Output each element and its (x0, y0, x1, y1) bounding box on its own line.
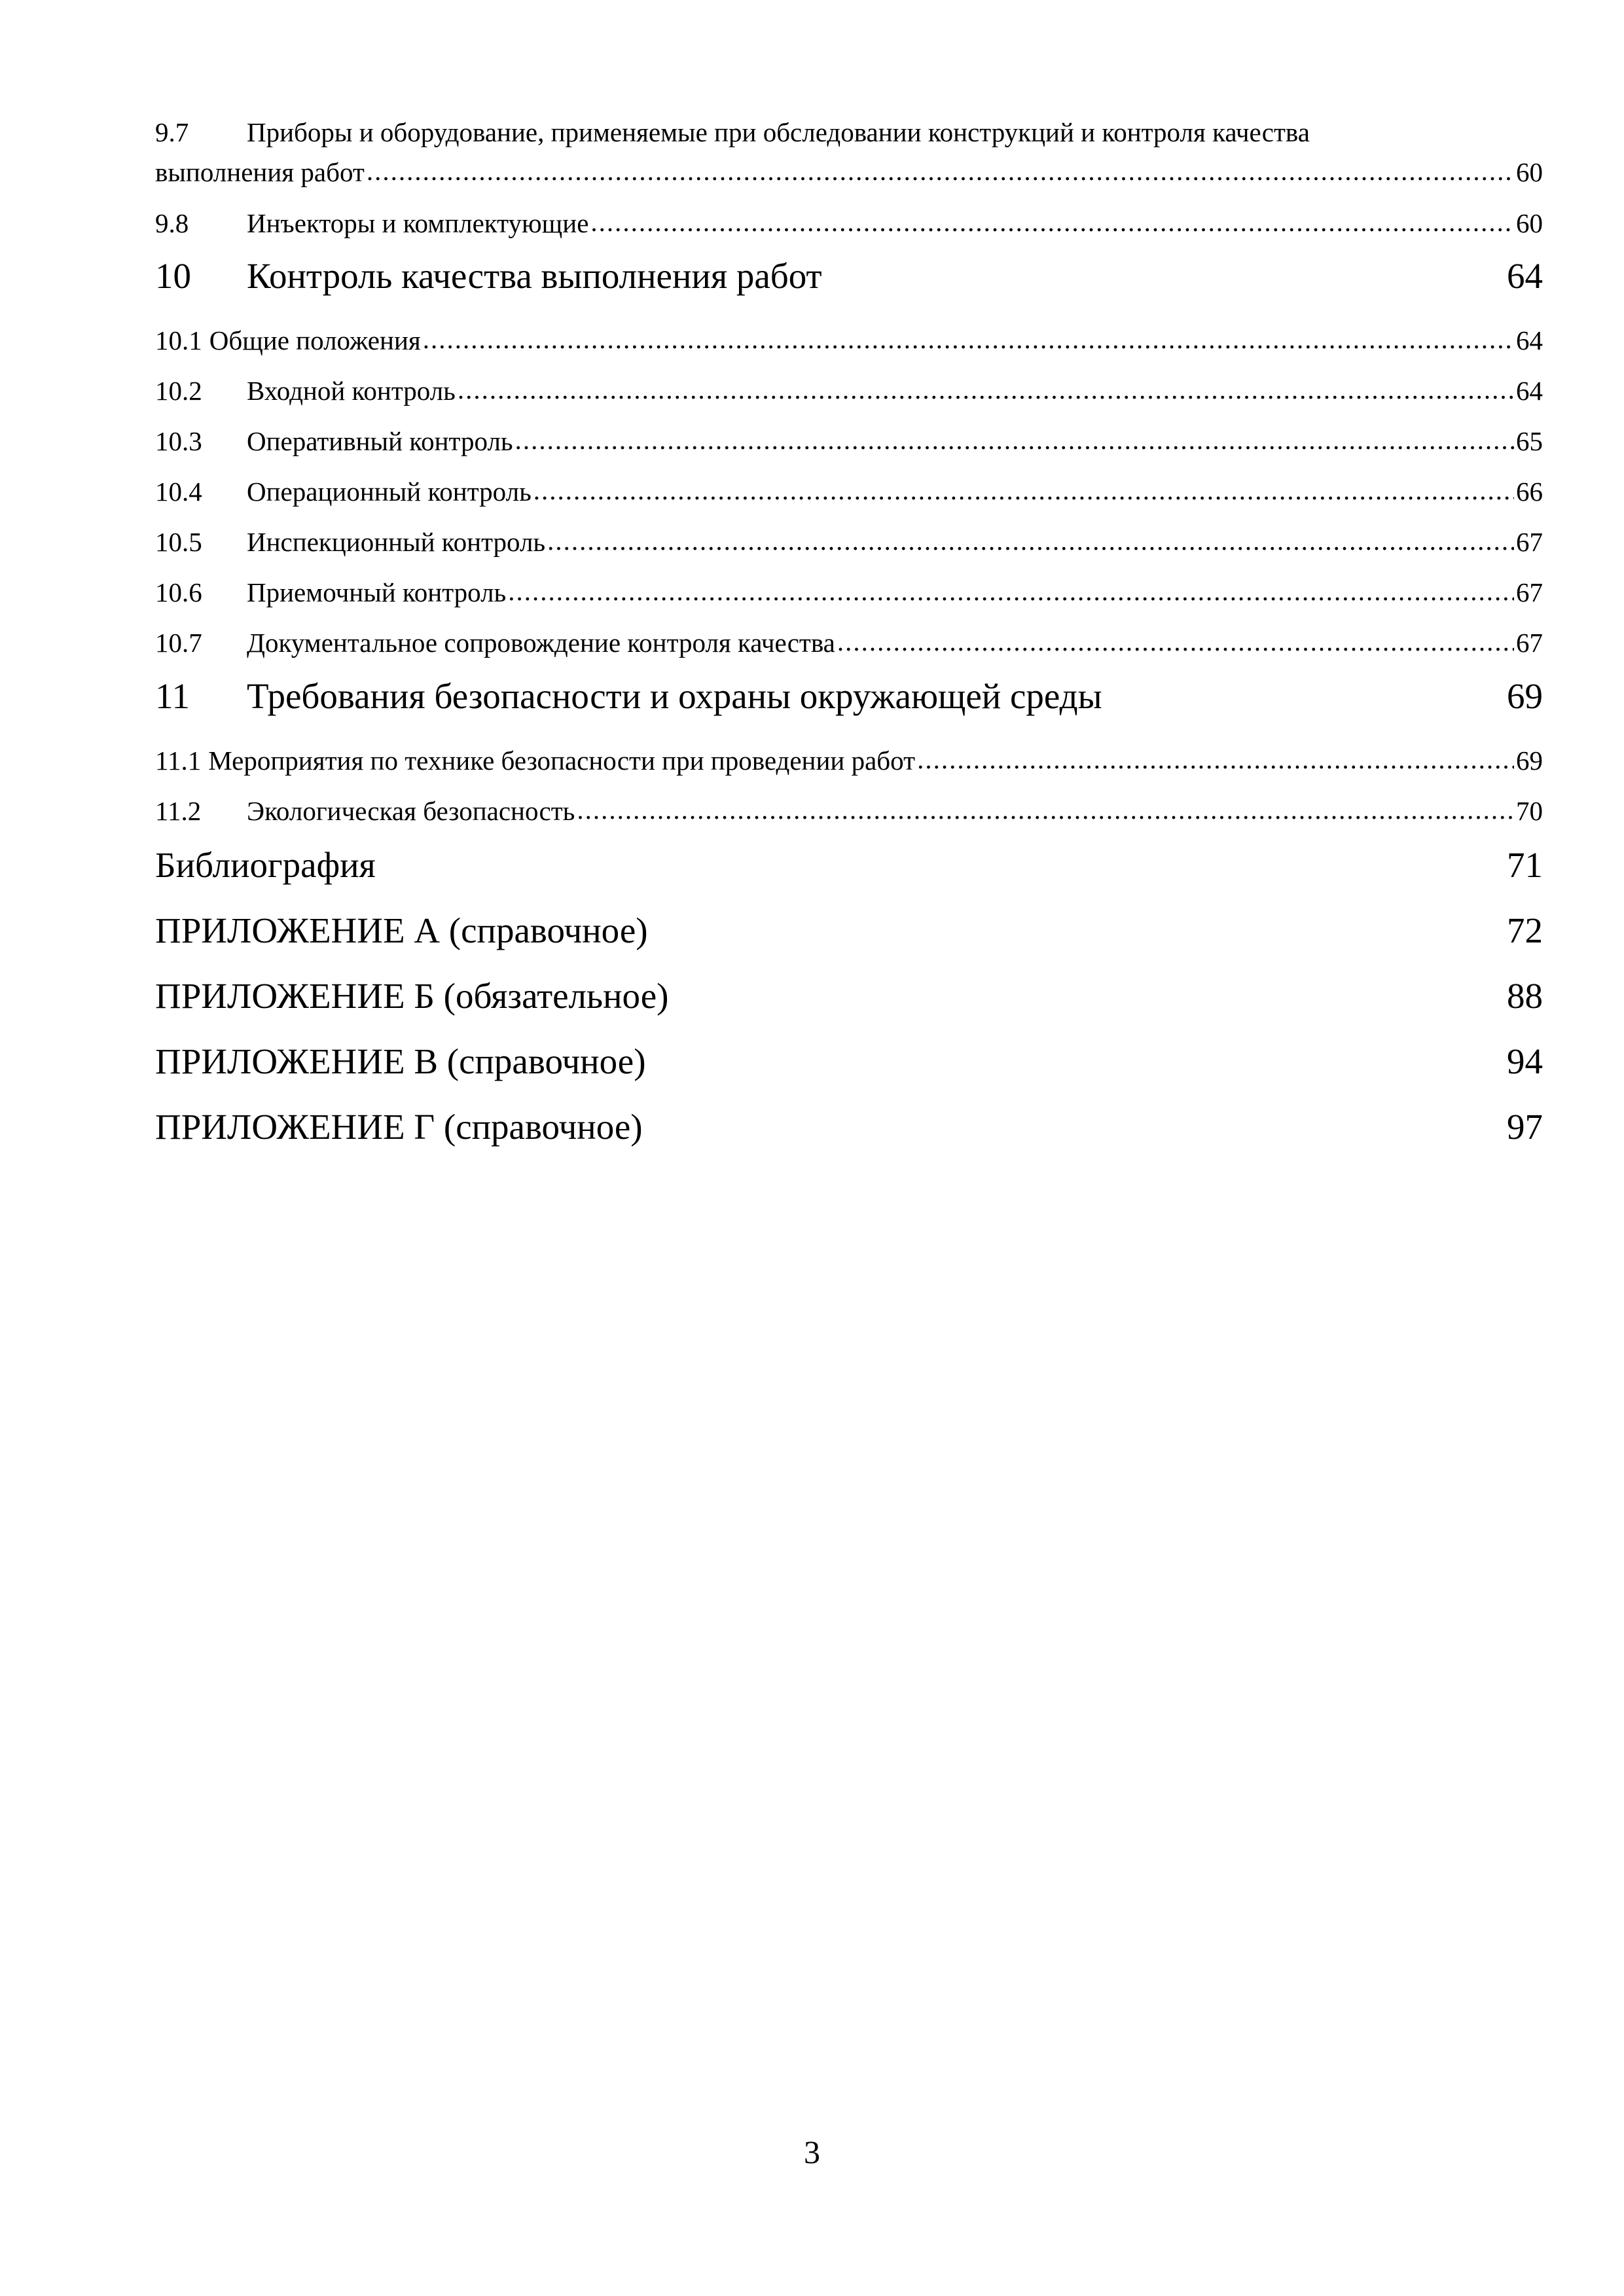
toc-entry-title: Общие положения (209, 325, 421, 355)
toc-section-number: 11 (155, 676, 190, 716)
toc-section-page: 64 (1507, 256, 1543, 296)
toc-entry-title: Экологическая безопасность (247, 796, 575, 826)
toc-section-page: 94 (1507, 1041, 1543, 1081)
toc-section-page: 71 (1507, 845, 1543, 885)
leader-dots (508, 575, 1514, 607)
page-number: 3 (804, 2134, 820, 2170)
toc-entry-title: Инъекторы и комплектующие (247, 208, 589, 238)
toc-entry-page: 60 (1516, 157, 1543, 187)
leader-dots (423, 323, 1514, 355)
toc-entry-title: Приборы и оборудование, применяемые при обследовании конструкций и контроля качества (247, 117, 1310, 147)
leader-dots (590, 206, 1514, 238)
toc-bibliography[interactable] (155, 844, 1543, 886)
leader-dots (837, 626, 1514, 657)
toc-section-11[interactable] (155, 675, 1543, 717)
toc-entry-title: Мероприятия по технике безопасности при проведении работ (208, 745, 916, 776)
toc-entry-title: Операционный контроль (247, 476, 532, 507)
toc-section-title: Контроль качества выполнения работ (247, 256, 822, 296)
toc-entry-number: 10.6 (155, 577, 202, 607)
toc-entry-11-2[interactable] (155, 795, 1543, 827)
toc-entry-page: 70 (1516, 796, 1543, 826)
toc-entry-page: 67 (1516, 628, 1543, 658)
toc-entry-10-2[interactable] (155, 375, 1543, 406)
toc-entry-number: 10.4 (155, 476, 202, 507)
toc-entry-10-3[interactable] (155, 425, 1543, 457)
toc-entry-page: 60 (1516, 208, 1543, 238)
toc-entry-title: Приемочный контроль (247, 577, 507, 607)
toc-entry-title: Оперативный контроль (247, 426, 513, 456)
toc-section-number: 10 (155, 256, 191, 296)
toc-entry-number: 11.1 (155, 745, 202, 776)
toc-section-title: Библиография (155, 845, 376, 885)
toc-section-page: 97 (1507, 1107, 1543, 1147)
toc-section-title: ПРИЛОЖЕНИЕ В (справочное) (155, 1041, 646, 1081)
toc-section-title: Требования безопасности и охраны окружающей среды (247, 676, 1102, 716)
toc-entry-10-1[interactable] (155, 325, 1543, 356)
toc-entry-10-4[interactable] (155, 476, 1543, 507)
toc-section-title: ПРИЛОЖЕНИЕ А (справочное) (155, 910, 648, 950)
toc-appendix-a[interactable] (155, 910, 1543, 952)
toc-entry-page: 67 (1516, 577, 1543, 607)
toc-entry-page: 69 (1516, 745, 1543, 776)
toc-entry-10-6[interactable] (155, 577, 1543, 608)
toc-entry-title: выполнения работ (155, 157, 365, 187)
toc-section-title: ПРИЛОЖЕНИЕ Г (справочное) (155, 1107, 643, 1147)
toc-appendix-b[interactable] (155, 975, 1543, 1017)
toc-entry-title: Входной контроль (247, 376, 456, 406)
toc-entry-page: 64 (1516, 325, 1543, 355)
toc-entry-page: 67 (1516, 527, 1543, 557)
toc-entry-page: 65 (1516, 426, 1543, 456)
toc-entry-number: 10.7 (155, 628, 202, 658)
toc-entry-9-7[interactable] (155, 117, 1543, 148)
leader-dots (515, 424, 1514, 456)
leader-dots (458, 374, 1514, 405)
toc-entry-title: Инспекционный контроль (247, 527, 546, 557)
toc-entry-9-7-continued[interactable] (155, 156, 1543, 188)
toc-section-page: 72 (1507, 910, 1543, 950)
leader-dots (577, 794, 1514, 825)
toc-appendix-g[interactable] (155, 1106, 1543, 1148)
toc-section-10[interactable] (155, 255, 1543, 297)
toc-entry-number: 11.2 (155, 796, 202, 826)
toc-entry-page: 64 (1516, 376, 1543, 406)
toc-entry-number: 10.5 (155, 527, 202, 557)
toc-entry-number: 10.2 (155, 376, 202, 406)
toc-entry-page: 66 (1516, 476, 1543, 507)
toc-entry-number: 10.3 (155, 426, 202, 456)
toc-entry-11-1[interactable] (155, 745, 1543, 776)
toc-entry-number: 10.1 (155, 325, 202, 355)
leader-dots (533, 475, 1514, 506)
toc-section-title: ПРИЛОЖЕНИЕ Б (обязательное) (155, 976, 669, 1016)
leader-dots (917, 744, 1514, 775)
leader-dots (547, 525, 1514, 556)
toc-section-page: 88 (1507, 976, 1543, 1016)
toc-entry-10-7[interactable] (155, 627, 1543, 658)
toc-entry-10-5[interactable] (155, 526, 1543, 558)
toc-section-page: 69 (1507, 676, 1543, 716)
toc-entry-title: Документальное сопровождение контроля качества (247, 628, 835, 658)
toc-appendix-v[interactable] (155, 1041, 1543, 1083)
toc-entry-9-8[interactable] (155, 207, 1543, 239)
toc-entry-number: 9.8 (155, 208, 189, 238)
leader-dots (367, 155, 1514, 187)
toc-entry-number: 9.7 (155, 117, 189, 147)
